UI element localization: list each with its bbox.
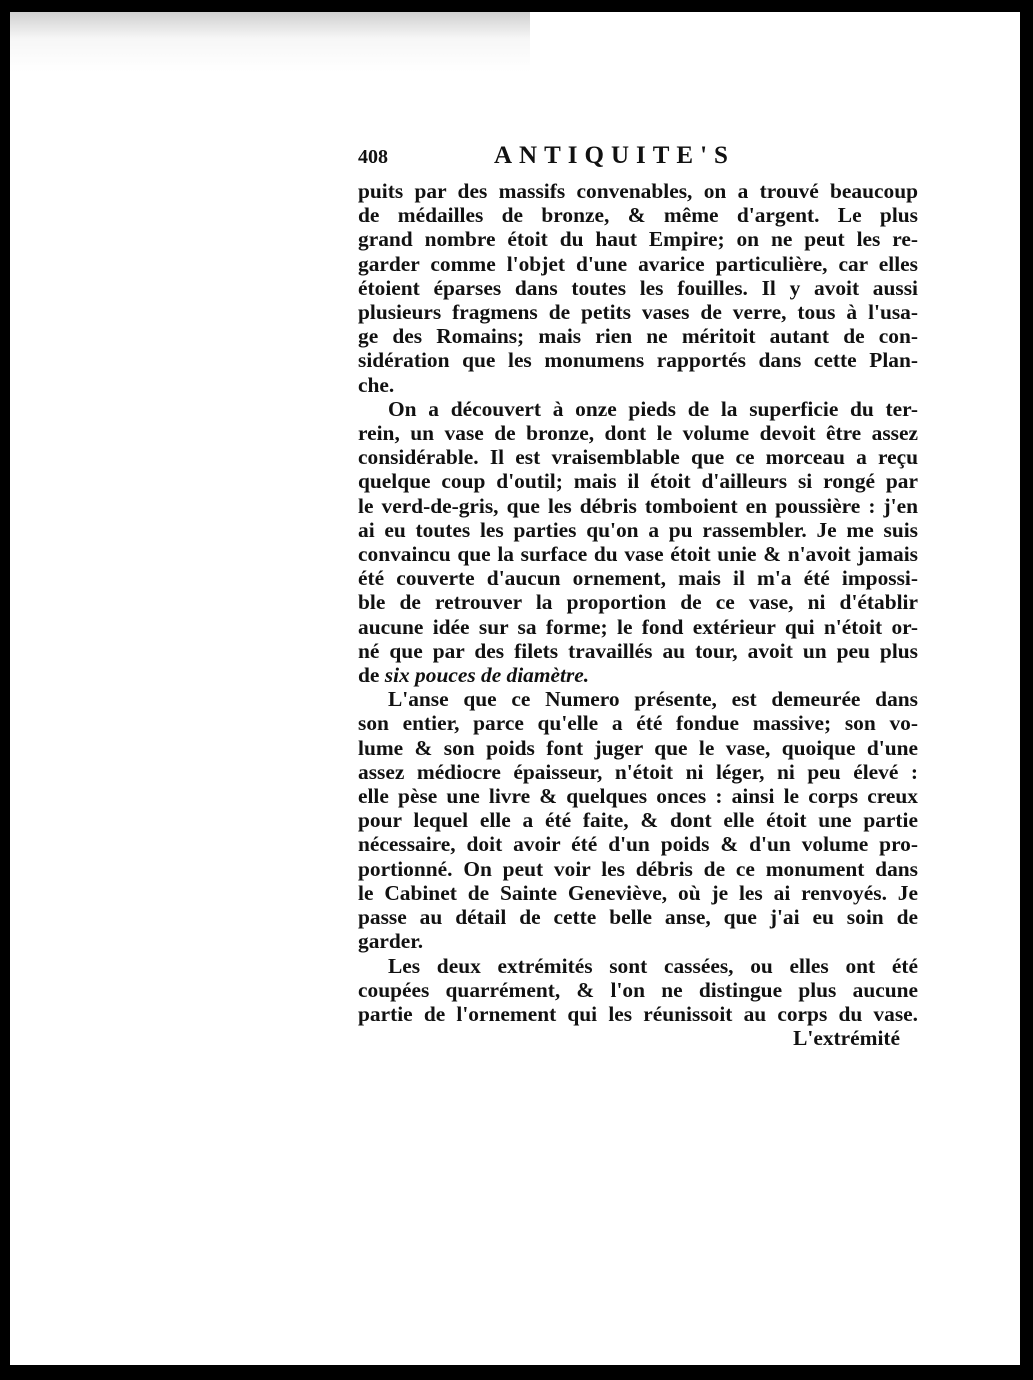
text-line: partie de l'ornement qui les réunissoit au corps du vase. (358, 1001, 918, 1026)
text-line: L'anse que ce Numero présente, est demeurée dans (388, 687, 918, 712)
text-line: quelque coup d'outil; mais il étoit d'ailleurs si rongé par (358, 469, 918, 494)
text-line: pour lequel elle a été faite, & dont elle étoit une partie (358, 808, 918, 833)
text-line: Les deux extrémités sont cassées, ou elles ont été (388, 953, 918, 978)
paragraph-4 (358, 954, 918, 1027)
paragraph-2 (358, 397, 918, 687)
text-line: convaincu que la surface du vase étoit unie & n'avoit jamais (358, 542, 918, 567)
text-line: le Cabinet de Sainte Geneviève, où je les ai renvoyés. Je (358, 880, 918, 905)
text-line: été couverte d'aucun ornement, mais il m'a été impossi- (358, 566, 918, 591)
text-line: On a découvert à onze pieds de la superficie du ter- (388, 396, 918, 421)
italic-measurement: six pouces de diamètre. (384, 663, 590, 688)
text-line: passe au détail de cette belle anse, que j'ai eu soin de (358, 905, 918, 930)
catchword: L'extrémité (793, 1026, 900, 1051)
scan-artifact (10, 12, 530, 72)
text-line: ble de retrouver la proportion de ce vase, ni d'établir (358, 590, 918, 615)
text-line: garder. (358, 929, 424, 954)
text-line: coupées quarrément, & l'on ne distingue plus aucune (358, 977, 918, 1002)
page-header (358, 142, 918, 178)
page-number: 408 (358, 146, 388, 168)
running-head: ANTIQUITE'S (494, 142, 735, 169)
paragraph-3 (358, 687, 918, 953)
text-line: considérable. Il est vraisemblable que ce morceau a reçu (358, 445, 918, 470)
text-line: de médailles de bronze, & même d'argent. Le plus (358, 203, 918, 228)
text-line (358, 663, 918, 687)
text-line: étoient éparses dans toutes les fouilles. Il y avoit aussi (358, 275, 918, 300)
text-line: nécessaire, doit avoir été d'un poids & d'un volume pro- (358, 832, 918, 857)
text-line: sidération que les monumens rapportés dans cette Plan- (358, 348, 918, 373)
body-text (358, 179, 918, 1050)
text-line: le verd-de-gris, que les débris tomboient en poussière : j'en (358, 493, 918, 518)
text-line: ai eu toutes les parties qu'on a pu rassembler. Je me suis (358, 517, 918, 542)
text-line: garder comme l'objet d'une avarice particulière, car elles (358, 251, 918, 276)
text-line: rein, un vase de bronze, dont le volume devoit être assez (358, 421, 918, 446)
text-line: plusieurs fragmens de petits vases de verre, tous à l'usa- (358, 300, 918, 325)
text-line: son entier, parce qu'elle a été fondue massive; son vo- (358, 711, 918, 736)
text-line: lume & son poids font juger que le vase, quoique d'une (358, 735, 918, 760)
text-line-prefix: de (358, 663, 385, 688)
document-page (10, 12, 1020, 1365)
text-line: portionné. On peut voir les débris de ce monument dans (358, 856, 918, 881)
text-line: ge des Romains; mais rien ne méritoit autant de con- (358, 324, 918, 349)
text-line: che. (358, 372, 395, 397)
text-line: elle pèse une livre & quelques onces : ainsi le corps creux (358, 784, 918, 809)
text-line: aucune idée sur sa forme; le fond extérieur qui n'étoit or- (358, 614, 918, 639)
paragraph-1 (358, 179, 918, 397)
text-line: grand nombre étoit du haut Empire; on ne peut les re- (358, 227, 918, 252)
text-line: puits par des massifs convenables, on a trouvé beaucoup (358, 179, 918, 203)
text-line: né que par des filets travaillés au tour, avoit un peu plus (358, 638, 918, 663)
text-line: assez médiocre épaisseur, n'étoit ni léger, ni peu élevé : (358, 759, 918, 784)
